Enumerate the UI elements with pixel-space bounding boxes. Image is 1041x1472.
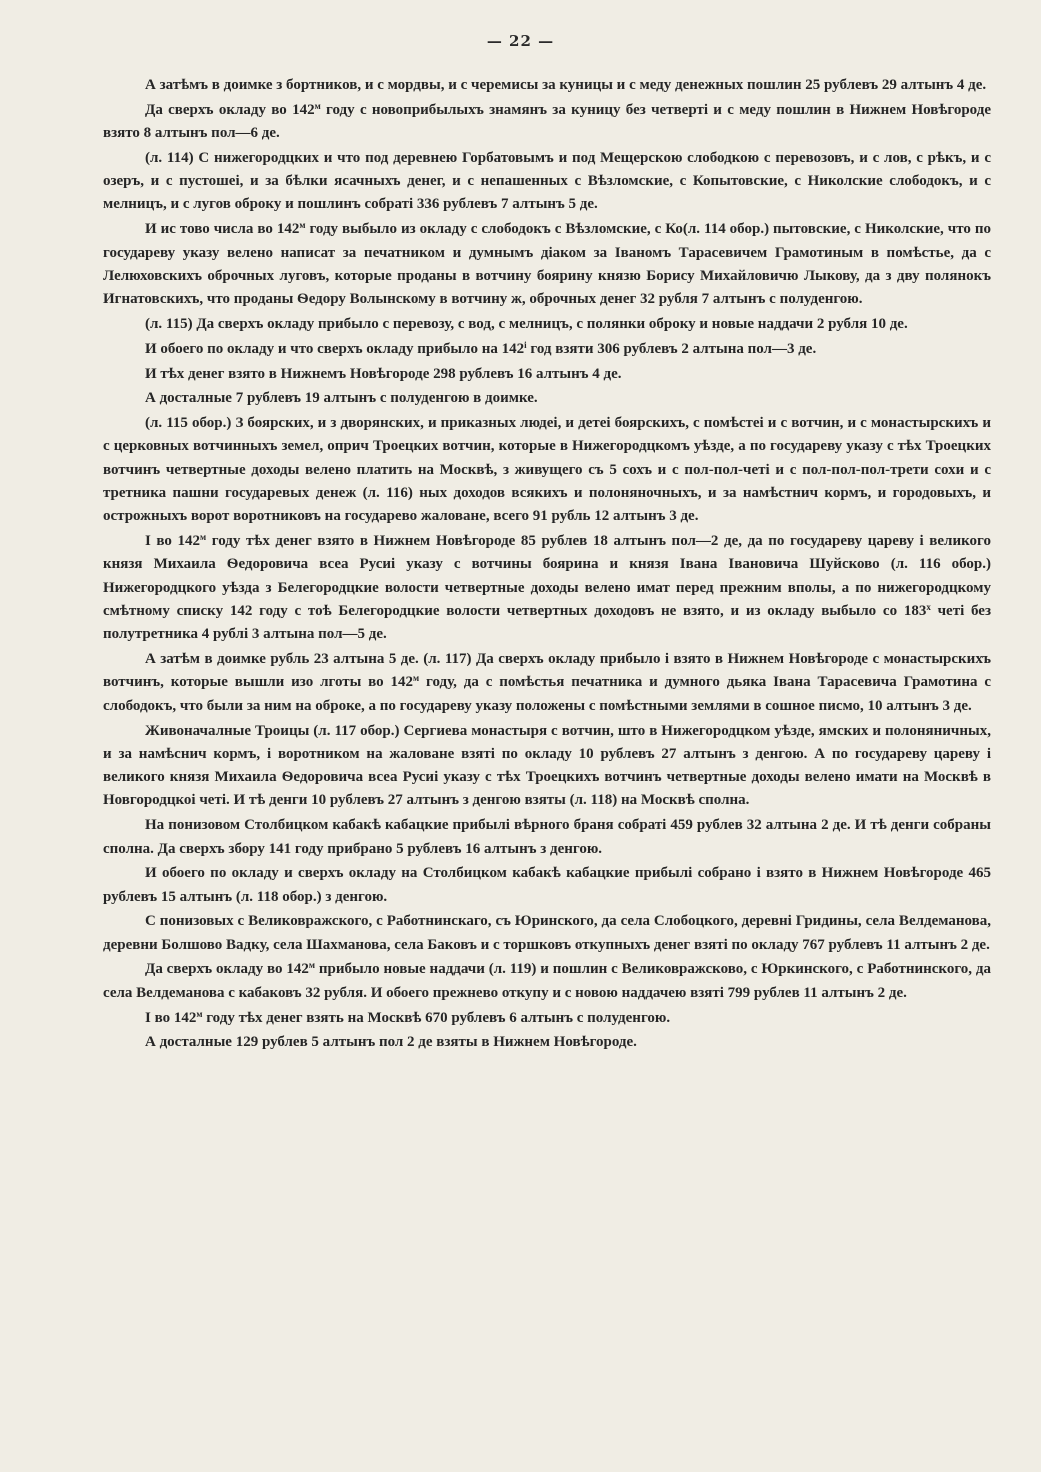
paragraph [103,313,991,336]
paragraph [103,387,991,410]
paragraph-text: І во 142 [145,1009,197,1026]
paragraph-text: Да сверхъ окладу во 142 [145,961,309,978]
paragraph-text: На понизовом Столбицком кабакѣ кабацкие прибылі вѣрного браня собраті 459 рублев 32 алтына 2 де. И тѣ денги собраны сполна. Да сверхъ збору 141 году прибрано 5 рублевъ 16 алтынъ з денгою. [103,817,991,857]
paragraph-text: И обоего по окладу и сверхъ окладу на Столбицком кабакѣ кабацкие прибылі собрано і взято в Нижнем Новѣгороде 465 рублевъ 15 алтынъ (л. 118 обор.) з денгою. [103,865,991,905]
paragraph-text: год взяти 306 рублевъ 2 алтына пол—3 де. [526,340,817,357]
paragraph [103,363,991,386]
paragraph [103,814,991,861]
paragraph [103,720,991,813]
paragraph-text: А затѣм в доимке рубль 23 алтына 5 де. (л. 117) Да сверхъ окладу прибыло і взято в Нижнем Новѣгороде с монастырскихъ вотчинъ, которые вышли изо лготы во 142 [103,651,991,691]
paragraph [103,1007,991,1030]
paragraph [103,338,991,361]
superscript: м [200,532,207,543]
paragraph [103,958,991,1005]
paragraph [103,648,991,718]
superscript: м [196,1008,203,1019]
paragraph-text: С понизовых с Великовражского, с Работнинскаго, съ Юринского, да села Слобоцкого, деревні Гридины, села Велдеманова, деревни Болшово Вадку, села Шахманова, села Баковъ и с торшковъ откупныхъ денег взяті по окладу 767 рублевъ 11 алтынъ 2 де. [103,913,991,953]
paragraph-text: И тѣх денег взято в Нижнемъ Новѣгороде 298 рублевъ 16 алтынъ 4 де. [145,365,622,382]
paragraph-text: А досталные 7 рублевъ 19 алтынъ с полуденгою в доимке. [145,390,538,407]
paragraph [103,862,991,909]
paragraph [103,218,991,311]
page-number: — 22 — [486,32,555,50]
paragraph-text: году тѣх денег взято в Нижнем Новѣгороде 85 рублев 18 алтынъ пол—2 де, да по государеву цареву і великого князя Михаила Ѳедоровича всеа Русиі указу с вотчины боярина и князя Івана Івановича Шуйсково (л. 116 обор.) Нижегородцкого уѣзда з Белегородцкие волости четвертные доходы велено имат перед прежним вполы, а по нижегородцкому смѣтному списку 142 году с тоѣ Белегородцкие волости четвертных доходовъ не взято, и из окладу выбыло со 183 [103,533,992,620]
paragraph-text: году выбыло из окладу с слободокъ с Вѣзломские, с Ко(л. 114 обор.) пытовские, с Николские, что по государеву указу велено написат за печатником и думнымъ діаком за Іваномъ Тарасевичем Грамотиным в помѣстье, да с Лелюховскихъ оброчных луговъ, которые проданы в вотчину боярину князю Борису Михайловичю Лыкову, да з дву полянокъ Игнатовскихъ, что проданы Ѳедору Волынскому в вотчину ж, оброчных денег 32 рубля 7 алтынъ с полуденгою. [103,221,991,308]
paragraph-text: прибыло новые наддачи (л. 119) и пошлин с Великовражсково, с Юркинского, с Работнинского, да села Велдеманова с кабаковъ 32 рубля. И обоего прежнево откупу и с новою наддачею взяті 799 рублев 11 алтынъ 2 де. [103,961,991,1001]
superscript: м [314,100,321,111]
paragraph-text: А досталные 129 рублев 5 алтынъ пол 2 де взяты в Нижнем Новѣгороде. [145,1034,637,1051]
paragraph [103,74,991,97]
superscript: м [308,960,315,971]
paragraph [103,910,991,957]
paragraph-text: четі без полутретника 4 рублі 3 алтына пол—5 де. [103,603,991,643]
paragraph-text: И ис тово числа во 142 [145,221,300,238]
paragraph-text: году, да с помѣстья печатника и думного дьяка Івана Тарасевича Грамотина с слободокъ, что были за ним на оброке, а по государеву указу положены с помѣстными землями в сошное писмо, 10 алтынъ 3 де. [103,674,992,714]
paragraph [103,99,991,146]
superscript: і [524,339,527,350]
superscript: м [413,673,420,684]
superscript: х [926,602,931,613]
paragraph-text: году с новоприбылыхъ знамянъ за куницу без четверті и с меду пошлин в Нижнем Новѣгороде взято 8 алтынъ пол—6 де. [103,101,991,142]
paragraph-text: (л. 114) С нижегородцких и что под деревнею Горбатовымъ и под Мещерскою слободкою с перевозовъ, и с лов, с рѣкъ, и с озеръ, и с пустошеі, и за бѣлки ясачныхъ денег, и с непашенных с Вѣзломские, с Копытовские, с Николские слободокъ, и с мелницъ, и с лугов оброку и пошлинъ собраті 336 рублевъ 7 алтынъ 5 де. [103,149,991,213]
text-body [103,74,991,1056]
paragraph-text: Живоначалные Троицы (л. 117 обор.) Сергиева монастыря с вотчин, што в Нижегородцком уѣзде, ямских и полоняничных, и за намѣснич кормъ, і воротником на жаловане взяті по окладу 10 рублевъ 27 алтынъ з денгою. А по государеву цареву і великого князя Михаила Ѳедоровича всеа Русиі указу с тѣх Троецкихъ вотчинъ четвертные доходы велено имати на Москвѣ в Новгородцкоі четі. И тѣ денги 10 рублевъ 27 алтынъ з денгою взяты (л. 118) на Москвѣ сполна. [103,722,991,809]
paragraph-text: (л. 115 обор.) З боярских, и з дворянских, и приказных людеі, и детеі боярскихъ, с помѣстеі и с вотчин, и с монастырскихъ и с церковных вотчинныхъ земел, оприч Троецких вотчин, которые в Нижегородцкомъ уѣзде, а по государеву указу с тѣх Троецких вотчинъ четвертные доходы велено платить на Москвѣ, з живущего съ 5 сохъ и с пол-пол-четі и с пол-пол-пол-трети сохи и с третника пашни государевых денеж (л. 116) ных доходов всякихъ и полоняночныхъ, и за намѣстнич кормъ, и городовыхъ, и острожныхъ ворот воротниковъ на государево жаловане, всего 91 рубль 12 алтынъ 3 де. [103,415,991,525]
paragraph [103,147,991,217]
paragraph-text: І во 142 [145,533,201,550]
paragraph-text: А затѣмъ в доимке з бортников, и с мордвы, и с черемисы за куницы и с меду денежных пошлин 25 рублевъ 29 алтынъ 4 де. [145,77,987,93]
paragraph-text: Да сверхъ окладу во 142 [145,101,315,118]
paragraph [103,412,991,528]
paragraph-text: году тѣх денег взять на Москвѣ 670 рублевъ 6 алтынъ с полуденгою. [202,1009,671,1026]
paragraph [103,530,991,646]
paragraph-text: И обоего по окладу и что сверхъ окладу прибыло на 142 [145,340,525,357]
paragraph [103,1031,991,1054]
paragraph-text: (л. 115) Да сверхъ окладу прибыло с перевозу, с вод, с мелницъ, с полянки оброку и новые наддачи 2 рубля 10 де. [145,315,908,332]
superscript: м [299,220,306,231]
